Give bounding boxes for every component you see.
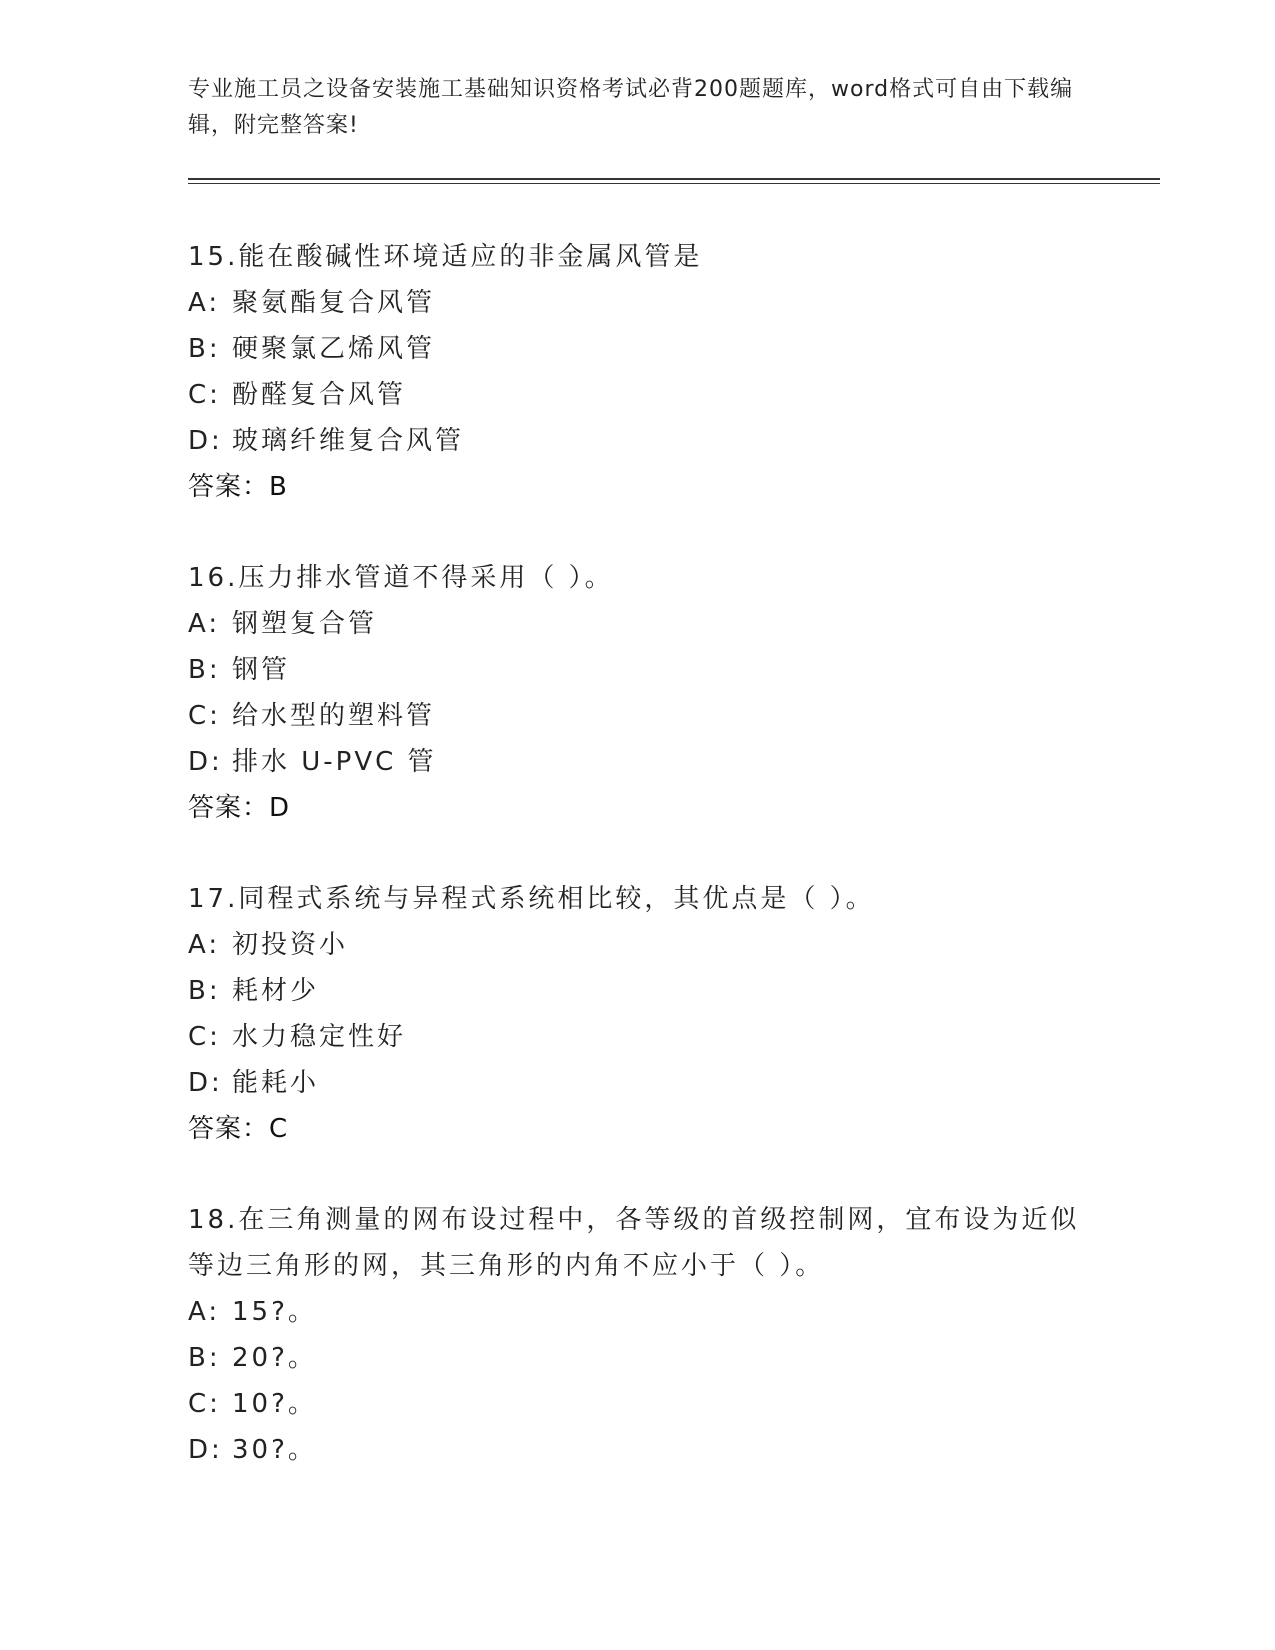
option-text: 硬聚氯乙烯风管 xyxy=(232,334,436,364)
option-d xyxy=(188,418,1088,464)
option-letter: D: xyxy=(188,426,223,456)
option-a xyxy=(188,280,1088,326)
option-text: 20?。 xyxy=(232,1343,317,1373)
question-stem: 17.同程式系统与异程式系统相比较，其优点是（ ）。 xyxy=(188,884,875,914)
option-d xyxy=(188,1060,1088,1106)
option-b xyxy=(188,968,1088,1014)
question-18 xyxy=(188,1197,1088,1473)
option-letter: C: xyxy=(188,380,221,410)
option-letter: B: xyxy=(188,655,221,685)
question-stem: 18.在三角测量的网布设过程中，各等级的首级控制网，宜布设为近似等边三角形的网，其三角形的内角不应小于（ ）。 xyxy=(188,1205,1080,1281)
option-text: 水力稳定性好 xyxy=(232,1022,407,1052)
option-c xyxy=(188,372,1088,418)
option-text: 耗材少 xyxy=(232,976,320,1006)
option-letter: C: xyxy=(188,1389,221,1419)
option-d xyxy=(188,739,1088,785)
option-letter: B: xyxy=(188,976,221,1006)
option-letter: A: xyxy=(188,1297,221,1327)
option-text: 钢塑复合管 xyxy=(232,609,378,639)
option-letter: D: xyxy=(188,747,223,777)
question-17 xyxy=(188,876,1088,1152)
option-a xyxy=(188,922,1088,968)
option-text: 酚醛复合风管 xyxy=(232,380,407,410)
option-letter: A: xyxy=(188,609,221,639)
option-letter: C: xyxy=(188,1022,221,1052)
option-c xyxy=(188,693,1088,739)
option-letter: D: xyxy=(188,1068,223,1098)
option-letter: A: xyxy=(188,288,221,318)
option-letter: B: xyxy=(188,334,221,364)
header-divider-thick xyxy=(188,178,1160,180)
option-text: 15?。 xyxy=(232,1297,317,1327)
option-text: 排水 U-PVC 管 xyxy=(232,747,437,777)
option-text: 30?。 xyxy=(232,1435,317,1465)
option-c xyxy=(188,1381,1088,1427)
answer-line: 答案：C xyxy=(188,1114,289,1144)
question-15 xyxy=(188,234,1088,510)
option-letter: D: xyxy=(188,1435,223,1465)
option-b xyxy=(188,647,1088,693)
option-b xyxy=(188,326,1088,372)
option-letter: C: xyxy=(188,701,221,731)
option-text: 玻璃纤维复合风管 xyxy=(232,426,465,456)
option-text: 10?。 xyxy=(232,1389,317,1419)
option-text: 给水型的塑料管 xyxy=(232,701,436,731)
option-c xyxy=(188,1014,1088,1060)
header-divider-thin xyxy=(188,183,1160,184)
document-header: 专业施工员之设备安装施工基础知识资格考试必背200题题库，word格式可自由下载编辑，附完整答案! xyxy=(188,77,1074,138)
question-stem: 16.压力排水管道不得采用（ ）。 xyxy=(188,563,614,593)
question-stem: 15.能在酸碱性环境适应的非金属风管是 xyxy=(188,242,703,272)
option-text: 聚氨酯复合风管 xyxy=(232,288,436,318)
answer-line: 答案：D xyxy=(188,793,291,823)
question-list xyxy=(188,234,1088,1518)
option-text: 初投资小 xyxy=(232,930,349,960)
option-text: 钢管 xyxy=(232,655,291,685)
option-b xyxy=(188,1335,1088,1381)
option-text: 能耗小 xyxy=(232,1068,320,1098)
option-letter: B: xyxy=(188,1343,221,1373)
option-letter: A: xyxy=(188,930,221,960)
answer-line: 答案：B xyxy=(188,472,288,502)
question-16 xyxy=(188,555,1088,831)
option-d xyxy=(188,1427,1088,1473)
option-a xyxy=(188,1289,1088,1335)
option-a xyxy=(188,601,1088,647)
